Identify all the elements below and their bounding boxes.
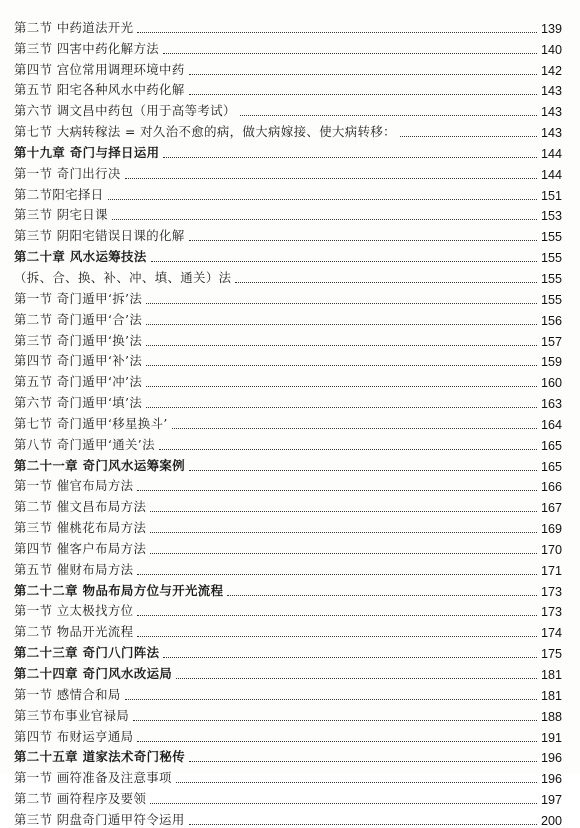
toc-entry-title: 第二节 催文昌布局方法 bbox=[14, 499, 147, 515]
dot-leader bbox=[146, 365, 537, 366]
toc-entry[interactable] bbox=[14, 724, 562, 745]
toc-entry[interactable] bbox=[14, 619, 562, 640]
dot-leader bbox=[125, 178, 537, 179]
dot-leader bbox=[137, 741, 537, 742]
dot-leader bbox=[150, 511, 537, 512]
dot-leader bbox=[176, 782, 537, 783]
dot-leader bbox=[137, 490, 537, 491]
toc-entry-title: 第五节 催财布局方法 bbox=[14, 561, 134, 577]
toc-entry-page-number: 188 bbox=[540, 709, 562, 724]
toc-entry[interactable] bbox=[14, 369, 562, 390]
dot-leader bbox=[146, 407, 537, 408]
toc-entry-title: 第五节 阳宅各种风水中药化解 bbox=[14, 82, 185, 98]
toc-entry-page-number: 165 bbox=[540, 438, 562, 453]
dot-leader bbox=[189, 470, 537, 471]
dot-leader bbox=[150, 553, 537, 554]
toc-entry[interactable] bbox=[14, 474, 562, 495]
toc-entry[interactable] bbox=[14, 57, 562, 78]
toc-entry[interactable] bbox=[14, 78, 562, 99]
toc-entry-title: 第三节布事业官禄局 bbox=[14, 707, 130, 723]
toc-entry[interactable] bbox=[14, 98, 562, 119]
toc-entry-title: 第二十二章 物品布局方位与开光流程 bbox=[14, 582, 224, 598]
toc-entry-title: 第二十一章 奇门风水运筹案例 bbox=[14, 457, 185, 473]
toc-entry-page-number: 196 bbox=[540, 772, 562, 787]
toc-entry-title: 第六节 奇门遁甲‘填’法 bbox=[14, 395, 143, 411]
toc-entry[interactable] bbox=[14, 244, 562, 265]
toc-entry-page-number: 160 bbox=[540, 376, 562, 391]
toc-entry-page-number: 171 bbox=[540, 563, 562, 578]
toc-entry-title: 第四节 奇门遁甲‘补’法 bbox=[14, 353, 143, 369]
toc-entry-page-number: 159 bbox=[540, 355, 562, 370]
toc-entry[interactable] bbox=[14, 599, 562, 620]
toc-entry[interactable] bbox=[14, 411, 562, 432]
toc-entry-page-number: 167 bbox=[540, 501, 562, 516]
toc-entry-title: 第四节 宫位常用调理环境中药 bbox=[14, 61, 185, 77]
dot-leader bbox=[189, 240, 537, 241]
toc-entry-title: 第二节阳宅择日 bbox=[14, 186, 104, 202]
toc-entry-page-number: 173 bbox=[540, 605, 562, 620]
dot-leader bbox=[137, 574, 537, 575]
toc-entry-page-number: 155 bbox=[540, 230, 562, 245]
dot-leader bbox=[146, 386, 537, 387]
toc-entry[interactable] bbox=[14, 390, 562, 411]
toc-entry[interactable] bbox=[14, 286, 562, 307]
dot-leader bbox=[189, 824, 537, 825]
toc-entry[interactable] bbox=[14, 682, 562, 703]
dot-leader bbox=[400, 136, 537, 137]
toc-entry[interactable] bbox=[14, 265, 562, 286]
toc-entry[interactable] bbox=[14, 515, 562, 536]
toc-entry-title: 第一节 催官布局方法 bbox=[14, 478, 134, 494]
toc-entry-page-number: 181 bbox=[540, 668, 562, 682]
toc-entry-page-number: 173 bbox=[540, 584, 562, 599]
toc-entry-title: 第二十章 风水运筹技法 bbox=[14, 249, 147, 265]
dot-leader bbox=[172, 428, 537, 429]
toc-entry-page-number: 169 bbox=[540, 522, 562, 537]
dot-leader bbox=[163, 657, 537, 658]
dot-leader bbox=[133, 720, 537, 721]
toc-entry[interactable] bbox=[14, 15, 562, 36]
toc-entry-page-number: 200 bbox=[540, 813, 562, 828]
dot-leader bbox=[112, 219, 537, 220]
toc-entry-title: 第七节 奇门遁甲‘移星换斗’ bbox=[14, 415, 168, 431]
toc-entry-page-number: 164 bbox=[540, 417, 562, 432]
dot-leader bbox=[125, 699, 537, 700]
toc-entry[interactable] bbox=[14, 182, 562, 203]
toc-entry-title: 第四节 布财运亨通局 bbox=[14, 728, 134, 744]
dot-leader bbox=[189, 74, 537, 75]
toc-entry[interactable] bbox=[14, 661, 562, 682]
toc-entry-page-number: 170 bbox=[540, 542, 562, 557]
toc-entry-title: 第三节 阴阳宅错误日课的化解 bbox=[14, 228, 185, 244]
toc-entry-page-number: 197 bbox=[540, 793, 562, 808]
toc-entry[interactable] bbox=[14, 765, 562, 786]
toc-entry[interactable] bbox=[14, 36, 562, 57]
toc-entry[interactable] bbox=[14, 703, 562, 724]
toc-entry[interactable] bbox=[14, 328, 562, 349]
dot-leader bbox=[189, 761, 537, 762]
toc-entry-page-number: 144 bbox=[540, 146, 562, 161]
toc-entry[interactable] bbox=[14, 536, 562, 557]
toc-entry[interactable] bbox=[14, 161, 562, 182]
toc-entry-title: 第三节 奇门遁甲‘换’法 bbox=[14, 332, 143, 348]
toc-entry-title: 第一节 感情合和局 bbox=[14, 686, 121, 702]
toc-entry-title: 第八节 奇门遁甲‘通关’法 bbox=[14, 436, 155, 452]
toc-entry-title: 第三节 催桃花布局方法 bbox=[14, 520, 147, 536]
toc-entry-page-number: 155 bbox=[540, 271, 562, 286]
toc-entry[interactable] bbox=[14, 140, 562, 161]
dot-leader bbox=[163, 53, 537, 54]
toc-entry-title: 第三节 阴宅日课 bbox=[14, 207, 108, 223]
toc-entry-title: （拆、合、换、补、冲、填、通关）法 bbox=[14, 269, 232, 285]
toc-entry-page-number: 142 bbox=[540, 63, 562, 78]
toc-entry-title: 第四节 催客户布局方法 bbox=[14, 540, 147, 556]
dot-leader bbox=[159, 449, 537, 450]
toc-entry-page-number: 144 bbox=[540, 167, 562, 182]
toc-entry[interactable] bbox=[14, 453, 562, 474]
toc-entry-page-number: 139 bbox=[540, 21, 562, 36]
toc-entry-page-number: 191 bbox=[540, 730, 562, 745]
toc-entry[interactable] bbox=[14, 223, 562, 244]
table-of-contents bbox=[14, 15, 562, 828]
dot-leader bbox=[137, 615, 537, 616]
toc-entry-title: 第二十三章 奇门八门阵法 bbox=[14, 645, 160, 661]
toc-entry-title: 第七节 大病转稼法 = 对久治不愈的病，做大病嫁接、使大病转移： bbox=[14, 124, 396, 140]
toc-entry[interactable] bbox=[14, 203, 562, 224]
toc-entry-title: 第一节 奇门出行决 bbox=[14, 165, 121, 181]
toc-entry-page-number: 175 bbox=[540, 647, 562, 662]
toc-entry-title: 第六节 调文昌中药包（用于高等考试） bbox=[14, 103, 236, 119]
toc-entry-page-number: 143 bbox=[540, 84, 562, 99]
toc-entry[interactable] bbox=[14, 494, 562, 515]
toc-entry-page-number: 143 bbox=[540, 105, 562, 120]
toc-entry-title: 第二十五章 道家法术奇门秘传 bbox=[14, 749, 185, 765]
toc-entry-page-number: 155 bbox=[540, 251, 562, 266]
toc-entry[interactable] bbox=[14, 307, 562, 328]
dot-leader bbox=[137, 636, 537, 637]
toc-entry[interactable] bbox=[14, 786, 562, 807]
toc-entry-page-number: 157 bbox=[540, 334, 562, 349]
toc-entry-title: 第三节 阴盘奇门遁甲符令运用 bbox=[14, 811, 185, 827]
toc-entry-title: 第二节 奇门遁甲‘合’法 bbox=[14, 311, 143, 327]
toc-entry-title: 第二节 中药道法开光 bbox=[14, 19, 134, 35]
toc-entry-page-number: 165 bbox=[540, 459, 562, 474]
dot-leader bbox=[240, 115, 537, 116]
toc-entry-title: 第一节 画符准备及注意事项 bbox=[14, 770, 172, 786]
dot-leader bbox=[151, 261, 537, 262]
toc-entry-title: 第二节 物品开光流程 bbox=[14, 624, 134, 640]
toc-entry-title: 第一节 立太极找方位 bbox=[14, 603, 134, 619]
toc-entry-page-number: 155 bbox=[540, 292, 562, 307]
toc-entry-page-number: 151 bbox=[540, 188, 562, 203]
dot-leader bbox=[146, 345, 537, 346]
toc-entry-page-number: 140 bbox=[540, 42, 562, 57]
toc-entry[interactable] bbox=[14, 640, 562, 661]
toc-entry-title: 第二节 画符程序及要领 bbox=[14, 791, 147, 807]
toc-entry-page-number: 153 bbox=[540, 209, 562, 224]
toc-entry[interactable] bbox=[14, 578, 562, 599]
dot-leader bbox=[137, 32, 537, 33]
toc-entry-page-number: 163 bbox=[540, 397, 562, 412]
dot-leader bbox=[108, 199, 537, 200]
toc-entry-title: 第五节 奇门遁甲‘冲’法 bbox=[14, 374, 143, 390]
toc-entry-page-number: 181 bbox=[540, 688, 562, 703]
dot-leader bbox=[235, 282, 537, 283]
toc-entry-page-number: 143 bbox=[540, 126, 562, 141]
toc-entry-page-number: 174 bbox=[540, 626, 562, 641]
toc-entry[interactable] bbox=[14, 119, 562, 140]
toc-entry[interactable] bbox=[14, 349, 562, 370]
toc-entry-title: 第二十四章 奇门风水改运局 bbox=[14, 666, 173, 681]
dot-leader bbox=[146, 303, 537, 304]
toc-entry[interactable] bbox=[14, 745, 562, 766]
toc-entry[interactable] bbox=[14, 557, 562, 578]
toc-entry[interactable] bbox=[14, 432, 562, 453]
dot-leader bbox=[189, 94, 537, 95]
dot-leader bbox=[227, 595, 537, 596]
toc-entry-title: 第一节 奇门遁甲‘拆’法 bbox=[14, 290, 143, 306]
dot-leader bbox=[163, 157, 537, 158]
dot-leader bbox=[150, 532, 537, 533]
toc-entry-title: 第十九章 奇门与择日运用 bbox=[14, 144, 160, 160]
dot-leader bbox=[146, 324, 537, 325]
toc-entry-title: 第三节 四害中药化解方法 bbox=[14, 40, 160, 56]
toc-entry-page-number: 196 bbox=[540, 751, 562, 766]
toc-entry[interactable] bbox=[14, 807, 562, 828]
dot-leader bbox=[176, 678, 537, 679]
toc-entry-page-number: 166 bbox=[540, 480, 562, 495]
dot-leader bbox=[150, 803, 537, 804]
toc-entry-page-number: 156 bbox=[540, 313, 562, 328]
